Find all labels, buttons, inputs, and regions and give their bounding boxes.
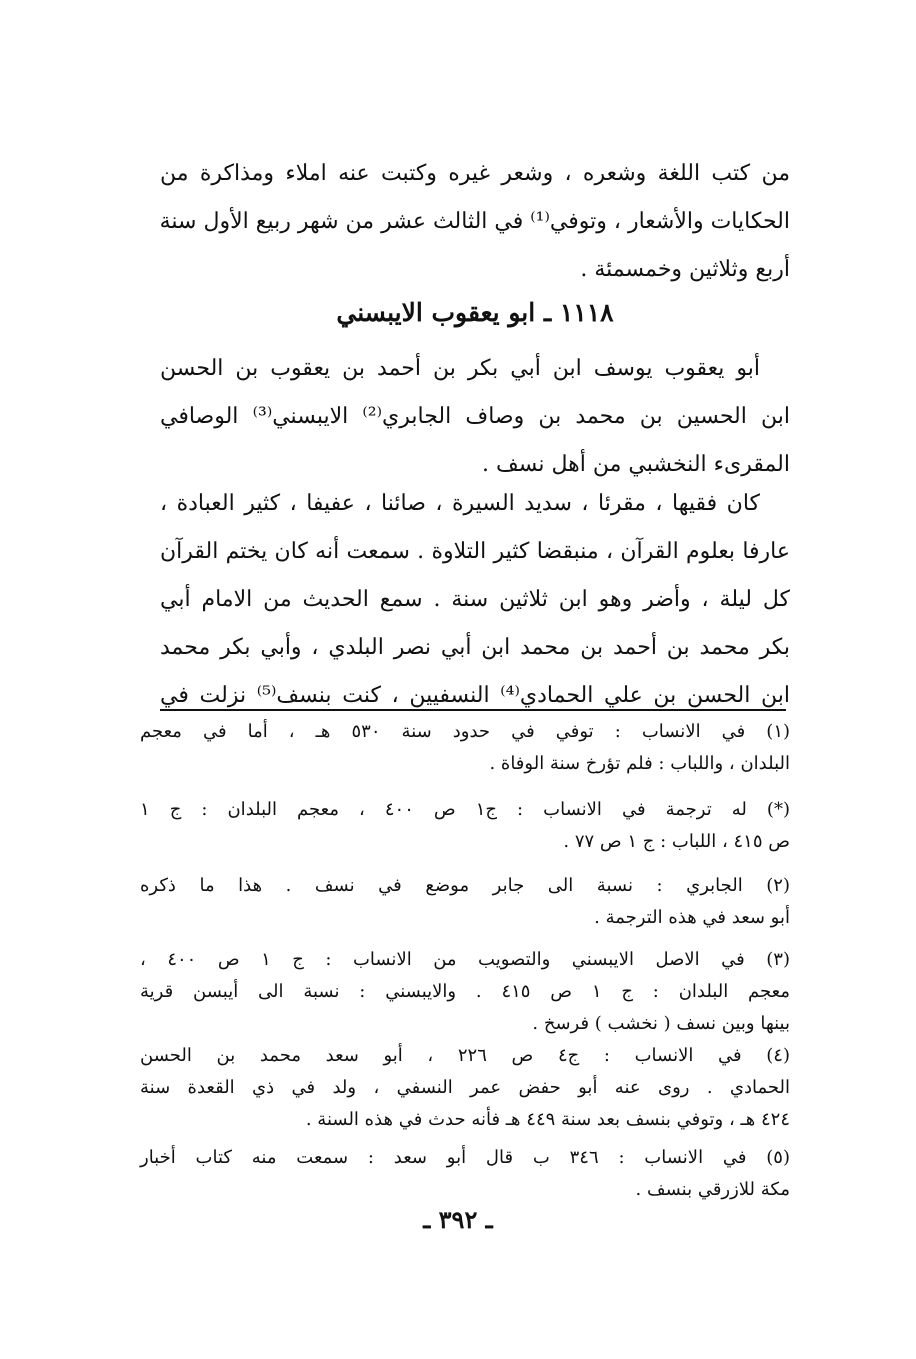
text-line: كل ليلة ، وأضر وهو ابن ثلاثين سنة . سمع الحديث من الامام أبي (160, 587, 790, 612)
footnote-line: (١) في الانساب : توفي في حدود سنة ٥٣٠ هـ ، أما في معجم (140, 721, 791, 742)
text-line: الحكايات والأشعار ، وتوفي⁽¹⁾ في الثالث عشر من شهر ربيع الأول سنة (159, 209, 790, 234)
footnote-line: ص ٤١٥ ، اللباب : ج ١ ص ٧٧ . (563, 831, 790, 852)
page-number: ـ ٣٩٢ ـ (423, 1205, 493, 1234)
footnote-line: بينها وبين نسف ( نخشب ) فرسخ . (532, 1013, 790, 1034)
footnote-line: (٤) في الانساب : ج٤ ص ٢٢٦ ، أبو سعد محمد بن الحسن (140, 1045, 790, 1066)
footnote-line: البلدان ، واللباب : فلم تؤرخ سنة الوفاة . (489, 753, 790, 774)
footnote-star (140, 794, 790, 858)
footnote-line: معجم البلدان : ج ١ ص ٤١٥ . والايبسني : نسبة الى أيبسن قرية (140, 981, 790, 1002)
footnote-line: ٤٢٤ هـ ، وتوفي بنسف بعد سنة ٤٤٩ هـ فأنه حدث في هذه السنة . (305, 1109, 790, 1130)
text-line: كان فقيها ، مقرئا ، سديد السيرة ، صائنا ، عفيفا ، كثير العبادة ، (160, 491, 760, 516)
footnote-4 (140, 1040, 790, 1136)
text-line: ابن الحسن بن علي الحمادي⁽⁴⁾ النسفيين ، كنت بنسف⁽⁵⁾ نزلت في (160, 683, 790, 708)
intro-paragraph (160, 150, 790, 294)
footnote-3 (140, 944, 790, 1040)
text-line: من كتب اللغة وشعره ، وشعر غيره وكتبت عنه املاء ومذاكرة من (160, 161, 790, 186)
text-line: المقرىء النخشبي من أهل نسف . (481, 452, 790, 477)
text-line: أبو يعقوب يوسف ابن أبي بكر بن أحمد بن يعقوب بن الحسن (160, 356, 760, 381)
entry-paragraph-2 (160, 480, 790, 720)
entry-paragraph-1 (160, 345, 790, 489)
footnote-line: (٥) في الانساب : ٣٤٦ ب قال أبو سعد : سمعت منه كتاب أخبار (140, 1147, 790, 1168)
text-line: أربع وثلاثين وخمسمئة . (580, 257, 790, 282)
footnote-divider (160, 709, 786, 711)
footnote-line: مكة للازرقي بنسف . (635, 1179, 790, 1200)
footnote-line: (٢) الجابري : نسبة الى جابر موضع في نسف . هذا ما ذكره (140, 875, 790, 896)
text-line: ابن الحسين بن محمد بن وصاف الجابري⁽²⁾ الايبسني⁽³⁾ الوصافي (160, 404, 790, 429)
footnote-1 (140, 716, 790, 780)
footnote-line: الحمادي . روى عنه أبو حفض عمر النسفي ، ولد في ذي القعدة سنة (140, 1077, 790, 1098)
footnote-line: أبو سعد في هذه الترجمة . (594, 907, 790, 928)
footnote-line: (*) له ترجمة في الانساب : ج١ ص ٤٠٠ ، معجم البلدان : ج ١ (140, 799, 790, 820)
footnote-5 (140, 1142, 790, 1206)
footnote-2 (140, 870, 790, 934)
text-line: عارفا بعلوم القرآن ، منبقضا كثير التلاوة . سمعت أنه كان يختم القرآن (160, 539, 790, 564)
footnote-line: (٣) في الاصل الايبسني والتصويب من الانساب : ج ١ ص ٤٠٠ ، (140, 949, 790, 970)
entry-heading: ١١١٨ ـ ابو يعقوب الايبسني (336, 298, 614, 327)
text-line: بكر محمد بن أحمد بن محمد ابن أبي نصر البلدي ، وأبي بكر محمد (160, 635, 790, 660)
